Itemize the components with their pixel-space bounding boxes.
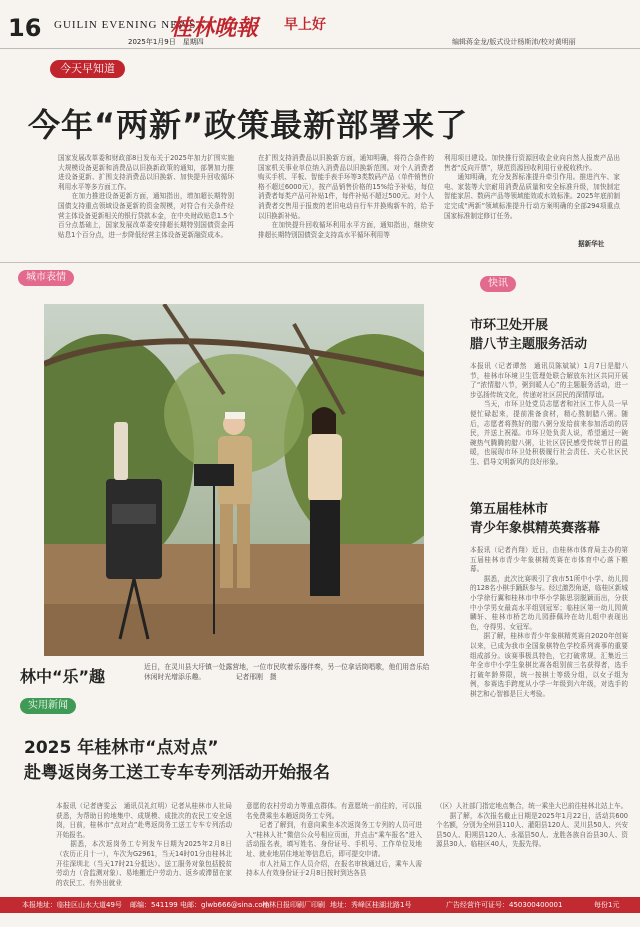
article2-column-1: 本报讯（记者唐雯云 通讯员礼红明）记者从桂林市人社局获悉，为帮助日的地集中、成规模、成批次的农民工安全返岗，日前，桂林市“点对点”赴粤返岗务工送工专车专列活动开始报名。 据悉，本次返岗务工专列发车日期为2025年2月8日（农历正月十一），车次为G2961，当天14时01分由桂林北开往深圳北（当天17时21分抵达）。送工服务对象包括脱贫劳动力（含监测对象）、易地搬迁户劳动力、返乡或滞留在家的农民工、有外出就业 <box>56 802 232 887</box>
footer-bar <box>0 897 640 913</box>
footer-printer-address: 地址：秀峰区桂湖北路1号 <box>330 901 412 909</box>
quick-item2-title-line1: 第五届桂林市 <box>470 502 549 517</box>
quick-item1-title-line2: 腊八节主题服务活动 <box>470 337 588 352</box>
article1-column-1: 国家发展改革委和财政部8日发布关于2025年加力扩围实施大规模设备更新和消费品以旧换新政策的通知，部署加力推进设备更新、扩围支持消费品以旧换新、加快提升回收循环利用水平等多方面工作。 在加力推进设备更新方面，通知指出，增加超长期特别国债支持重点领域设备更新的资金规模，对符合有关条件经营主体设备更新相关的银行贷款本金，在中央财政贴息1.5个百分点基础上，国家发展改革委安排超长期特别国债资金再贴息1个百分点，进一步降低经营主体设备更新融资成本。 <box>58 154 234 239</box>
footer-email: 电邮：glwb666@sina.com <box>180 901 270 909</box>
news-photo <box>44 304 424 656</box>
quick-news-tag: 快讯 <box>480 276 516 292</box>
footer-price: 每份1元 <box>594 901 620 909</box>
photo-illustration <box>44 304 424 656</box>
footer-printer: 桂林日报印刷厂印刷 <box>262 901 325 909</box>
footer-postcode: 邮编：541199 <box>130 901 178 909</box>
section-ribbon: 今天早知道 <box>50 60 125 78</box>
quick-item2-title-line2: 青少年象棋精英赛落幕 <box>470 521 601 536</box>
paper-logo: 桂林晚報 <box>170 15 259 41</box>
section-divider <box>0 262 640 263</box>
article2-headline-line2: 赴粤返岗务工送工专车专列活动开始报名 <box>24 763 330 783</box>
article1-column-2: 在扩围支持消费品以旧换新方面，通知明确，将符合条件的国家机关事业单位纳入消费品以旧换新范围。对个人消费者购买手机、平板、智能手表手环等3类数码产品（单件销售价格不超过6000元），按产品销售价格的15%给予补贴，每位消费者每类产品可补贴1件，每件补贴不超过500元。对个人消费者交售用于报废的老旧电动自行车并换购新车的，给予以旧换新补贴。 在加快提升回收循环利用水平方面，通知指出，继续安排超长期特别国债资金支持高水平循环利用等 <box>258 154 434 239</box>
page-number: 16 <box>8 14 42 42</box>
article1-column-3: 利用项目建设。加快推行资源回收企业向自然人报废产品出售者“反向开票”，规范资源回收利用行业税收秩序。 通知明确，充分发挥标准提升牵引作用。推进汽车、家电、家装等大宗耐用消费品质量和安全标准升级，加快制定智能家居、数码产品等领域能效或水效标准。2025年底前制定完成“两新”领域标准提升行动方案明确的全部294项重点国家标准制定修订任务。 <box>444 154 620 220</box>
quick-item2-body: 本报讯（记者肖翔）近日，由桂林市体育局主办的第五届桂林市青少年象棋精英赛在市体育中心落下帷幕。 据悉，此次比赛吸引了我市51所中小学、幼儿园的128名小棋手踊跃参与。经过激烈角逐，临桂区新城小学徐行翼和桂林市中华小学陈思羽脱颖而出，分获中小学男女最高水平组别冠军；临桂区第一幼儿园黄麟轩、桂林市桥艺幼儿园薛佩玲在幼儿组中表现出色，夺得男、女冠军。 据了解，桂林市青少年象棋精英赛自2020年创赛以来，已成为我市全国象棋特色学校系列赛事的重要组成部分。该赛事极具特色，它打破常规，汇集近三年全市中小学生象棋比赛各组别前三名获得者，选手打破年龄界限，统一按棋士等级分组，以女子组为例，参赛选手跨度从小学一年级到六年级，对选手的棋艺和心智都是巨大考验。 <box>470 546 628 698</box>
paper-name-en: GUILIN EVENING NEWS <box>54 19 197 31</box>
photo-title: 林中“乐”趣 <box>20 667 106 686</box>
city-tag: 城市表情 <box>18 270 74 286</box>
photo-caption: 近日，在灵川县大圩镇一处露营地，一位市民吹着乐器伴奏，另一位拿话筒唱歌，他们用音乐给休闲时光增添乐趣。 记者邢刚 摄 <box>144 663 430 681</box>
article1-source: 据新华社 <box>578 240 605 248</box>
issue-date: 2025年1月9日 星期四 <box>128 38 204 46</box>
article2-headline-line1: 2025 年桂林市“点对点” <box>24 738 219 758</box>
article2-column-3: （区）人社部门指定地点集合，统一乘坐大巴前往桂林北站上车。 据了解，本次报名截止日期是2025年1月22日，活动共600个名额，分别为全州县110人、灌阳县120人、灵川县50人、兴安县50人、阳朔县120人、永福县50人、龙胜各族自治县30人、资源县30人、临桂区40人，先报先得。 <box>436 802 628 849</box>
editor-credits: 编辑蒋金龙/版式设计杨斯沛/校对黄明丽 <box>452 38 576 46</box>
article2-column-2: 意愿的农村劳动力等重点群体。有意愿统一前往的，可以报名免费乘坐本趟返岗务工专列。 记者了解到，有意向乘坐本次返岗务工专列的人员可进入“桂林人社”微信公众号相应页面，并点击“乘车报名”进入活动报名表，填写姓名、身份证号、手机号、工作单位及地址、就业地居住地址等信息后，即可提交申请。 市人社局工作人员介绍，在报名审核通过后，乘车人需持本人有效身份证于2月8日按时到达各县 <box>246 802 422 878</box>
quick-item1-body: 本报讯（记者谭然 通讯员陈斌斌）1月7日是腊八节，桂林市环境卫生管理处联合解放东社区共同开展了“浓情腊八节，粥到暖人心”的主题服务活动，进一步弘扬传统文化，传递对社区居民的深情厚谊。 当天，市环卫处党员志愿者和社区工作人员一早便忙碌起来，提前准备食材，精心熬制腊八粥。随后，志愿者将熬好的腊八粥分发给前来参加活动的居民，并送上祝福。市环卫处负责人说，希望通过一碗碗热气腾腾的腊八粥，让社区居民感受传统节日的温暖，也展现市环卫处积极履行社会责任、关心社区民生、倡导文明新风的良好形象。 <box>470 362 628 466</box>
section-name: 早上好 <box>284 17 326 33</box>
footer-license: 广告经营许可证号：450300400001 <box>446 901 563 909</box>
quick-item1-title-line1: 市环卫处开展 <box>470 318 549 333</box>
practical-news-tag: 实用新闻 <box>20 698 76 714</box>
page-headline: 今年“两新”政策最新部署来了 <box>28 106 469 144</box>
footer-address: 本报地址：临桂区山水大道49号 <box>22 901 122 909</box>
